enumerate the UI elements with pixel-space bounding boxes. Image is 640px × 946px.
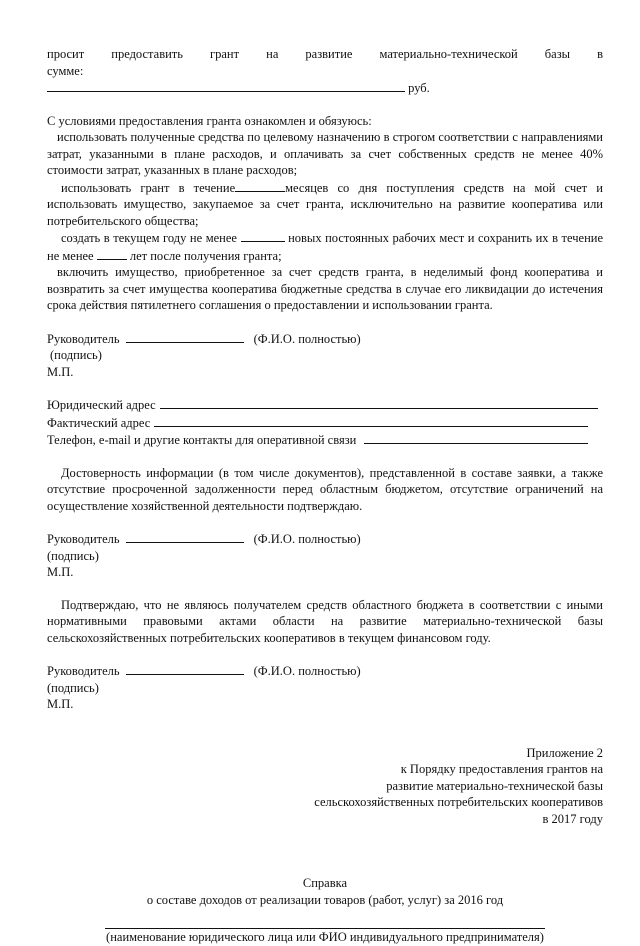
- certificate-title: Справка: [302, 876, 348, 890]
- signature-field-1[interactable]: [126, 330, 244, 343]
- grant-request-line: просит предоставить грант на развитие материально-технической базы в сумме:: [47, 47, 603, 78]
- appendix-header: [47, 745, 603, 828]
- conditions-intro: С условиями предоставления гранта ознакомлен и обязуюсь:: [47, 113, 372, 128]
- contacts-field[interactable]: [364, 431, 588, 444]
- head-label-2: Руководитель: [47, 532, 120, 546]
- entity-name-field[interactable]: [105, 916, 545, 929]
- signature-row-3: [47, 662, 603, 680]
- condition-1: использовать полученные средства по целевому назначению в строгом соответствии с направлениями затрат, указанными в плане расходов, и оплачивать за счет собственных средств не менее 40% стоимости затрат, указанных в плане расходов;: [47, 130, 603, 177]
- appendix-line-4: сельскохозяйственных потребительских кооперативов: [314, 795, 603, 809]
- sign-caption-3: (подпись): [47, 680, 99, 695]
- certificate-subtitle: о составе доходов от реализации товаров (работ, услуг) за 2016 год: [146, 892, 504, 907]
- condition-2-text-a: использовать грант в течение: [61, 180, 236, 195]
- head-label-3: Руководитель: [47, 664, 120, 678]
- contacts-label: Телефон, e-mail и другие контакты для оперативной связи: [47, 433, 357, 447]
- document-page: [47, 46, 603, 946]
- jobs-count-field[interactable]: [241, 229, 285, 242]
- legal-address-label: Юридический адрес: [47, 398, 156, 412]
- confirmation-text-1: Достоверность информации (в том числе документов), представленной в составе заявки, а также отсутствие просроченной задолженности перед областным бюджетом, отсутствие ограничений на осуществление хозяйственной деятельности подтверждаю.: [47, 465, 603, 513]
- head-label-1: Руководитель: [47, 331, 120, 346]
- confirmation-text-2: Подтверждаю, что не являюсь получателем средств областного бюджета в соответствии с иными нормативными правовыми актами области на развитие материально-технической базы сельскохозяйственных потребительских кооперативов в текущем финансовом году.: [47, 597, 603, 645]
- condition-2-text-b: месяцев со дня поступления средств на мой счет и использовать имущество, закупаемое за счет гранта, исключительно на развитие кооператива или потребительского общества;: [47, 180, 603, 228]
- fio-label-3: (Ф.И.О. полностью): [253, 664, 361, 678]
- signature-field-2[interactable]: [126, 530, 244, 543]
- sign-caption-1: (подпись): [50, 348, 102, 362]
- stamp-label-2: М.П.: [47, 565, 74, 579]
- grant-months-field[interactable]: [235, 179, 285, 192]
- condition-2: [47, 179, 603, 230]
- condition-3-text-a: создать в текущем году не менее: [61, 231, 237, 245]
- condition-3: [47, 229, 603, 264]
- actual-address-field[interactable]: [154, 414, 588, 427]
- appendix-line-3: развитие материально-технической базы: [386, 778, 603, 793]
- actual-address-row: [47, 414, 603, 432]
- fio-label-1: (Ф.И.О. полностью): [253, 331, 361, 346]
- stamp-label-3: М.П.: [47, 697, 74, 711]
- legal-address-field[interactable]: [160, 396, 598, 409]
- rub-label: руб.: [408, 81, 430, 95]
- appendix-line-2: к Порядку предоставления грантов на: [400, 762, 603, 776]
- contacts-row: [47, 431, 603, 449]
- entity-name-caption: (наименование юридического лица или ФИО индивидуального предпринимателя): [106, 930, 544, 944]
- condition-3-text-c: лет после получения гранта;: [129, 248, 282, 263]
- appendix-line-1: Приложение 2: [526, 745, 603, 760]
- jobs-years-field[interactable]: [97, 247, 127, 260]
- entity-name-row: [47, 916, 603, 929]
- legal-address-row: [47, 396, 603, 414]
- signature-field-3[interactable]: [126, 662, 244, 675]
- appendix-line-5: в 2017 году: [542, 811, 603, 826]
- condition-4: включить имущество, приобретенное за счет средств гранта, в неделимый фонд кооператива и возвратить за счет имущества кооператива бюджетные средства в случае его ликвидации до истечения срока действия пятилетнего соглашения о предоставлении и использовании гранта.: [47, 265, 603, 312]
- grant-amount-row: [47, 79, 603, 97]
- signature-row-1: [47, 330, 603, 348]
- actual-address-label: Фактический адрес: [47, 415, 151, 430]
- stamp-label-1: М.П.: [47, 364, 74, 379]
- grant-amount-field[interactable]: [47, 79, 405, 92]
- signature-row-2: [47, 530, 603, 548]
- fio-label-2: (Ф.И.О. полностью): [253, 532, 361, 546]
- sign-caption-2: (подпись): [47, 548, 99, 563]
- condition-3-text-b: новых постоянных рабочих мест и сохранить их в течение не менее: [47, 231, 604, 263]
